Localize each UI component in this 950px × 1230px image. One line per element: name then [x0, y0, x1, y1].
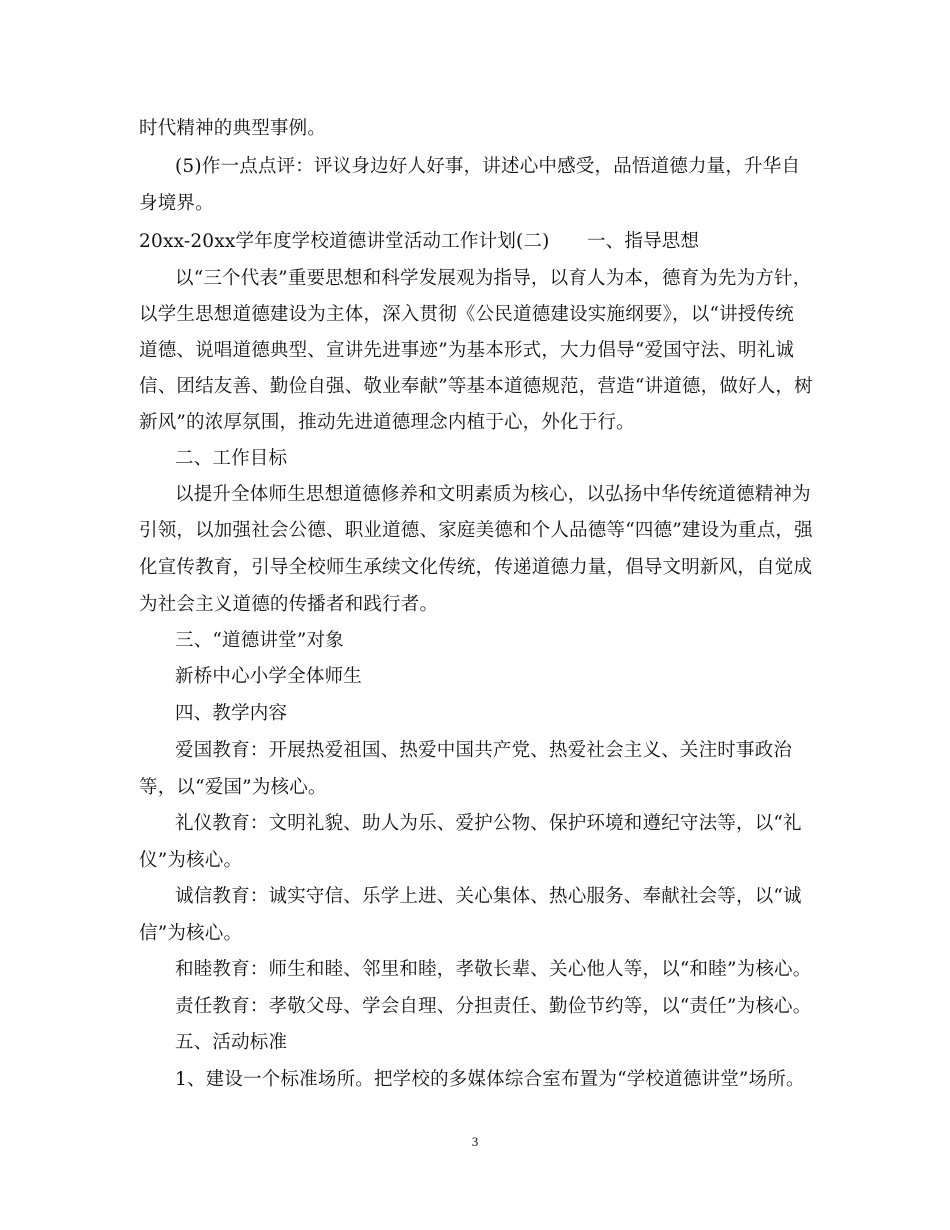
section-heading: 四、教学内容	[175, 703, 288, 724]
text-line: 身境界。	[139, 193, 214, 214]
section-heading: 20xx-20xx学年度学校道德讲堂活动工作计划(二) 一、指导思想	[139, 231, 700, 252]
section-heading: 二、工作目标	[175, 448, 288, 469]
text-line: (5)作一点点评：评议身边好人好事，讲述心中感受，品悟道德力量，升华自	[175, 156, 801, 177]
text-line: 化宣传教育，引导全校师生承续文化传统，传递道德力量，倡导文明新风，自觉成	[139, 557, 813, 578]
text-line: 和睦教育：师生和睦、邻里和睦，孝敬长辈、关心他人等，以“和睦”为核心。	[175, 959, 812, 980]
text-line: 道德、说唱道德典型、宣讲先进事迹”为基本形式，大力倡导“爱国守法、明礼诚	[139, 340, 795, 361]
text-line: 诚信教育：诚实守信、乐学上进、关心集体、热心服务、奉献社会等，以“诚	[175, 886, 802, 907]
text-line: 新风”的浓厚氛围，推动先进道德理念内植于心，外化于行。	[139, 412, 635, 433]
text-line: 礼仪教育：文明礼貌、助人为乐、爱护公物、保护环境和遵纪守法等，以“礼	[175, 813, 802, 834]
text-line: 以“三个代表”重要思想和科学发展观为指导，以育人为本，德育为先为方针，	[175, 268, 812, 289]
text-line: 责任教育：孝敬父母、学会自理、分担责任、勤俭节约等，以“责任”为核心。	[175, 996, 812, 1017]
text-line: 仪”为核心。	[139, 850, 243, 871]
text-line: 信”为核心。	[139, 923, 243, 944]
page-number: 3	[471, 1134, 479, 1149]
text-line: 新桥中心小学全体师生	[175, 666, 363, 687]
text-line: 以提升全体师生思想道德修养和文明素质为核心，以弘扬中华传统道德精神为	[175, 484, 811, 505]
text-line: 为社会主义道德的传播者和践行者。	[139, 594, 439, 615]
text-line: 1、建设一个标准场所。把学校的多媒体综合室布置为“学校道德讲堂”场所。	[175, 1069, 805, 1090]
text-line: 引领，以加强社会公德、职业道德、家庭美德和个人品德等“四德”建设为重点，强	[139, 520, 813, 541]
text-line: 时代精神的典型事例。	[139, 118, 327, 139]
section-heading: 五、活动标准	[175, 1032, 288, 1053]
text-line: 信、团结友善、勤俭自强、敬业奉献”等基本道德规范，营造“讲道德，做好人，树	[139, 376, 813, 397]
text-line: 以学生思想道德建设为主体，深入贯彻《公民道德建设实施纲要》，以“讲授传统	[139, 304, 794, 325]
section-heading: 三、“道德讲堂”对象	[175, 630, 344, 651]
text-line: 爱国教育：开展热爱祖国、热爱中国共产党、热爱社会主义、关注时事政治	[175, 740, 793, 761]
text-line: 等，以“爱国”为核心。	[139, 777, 327, 798]
